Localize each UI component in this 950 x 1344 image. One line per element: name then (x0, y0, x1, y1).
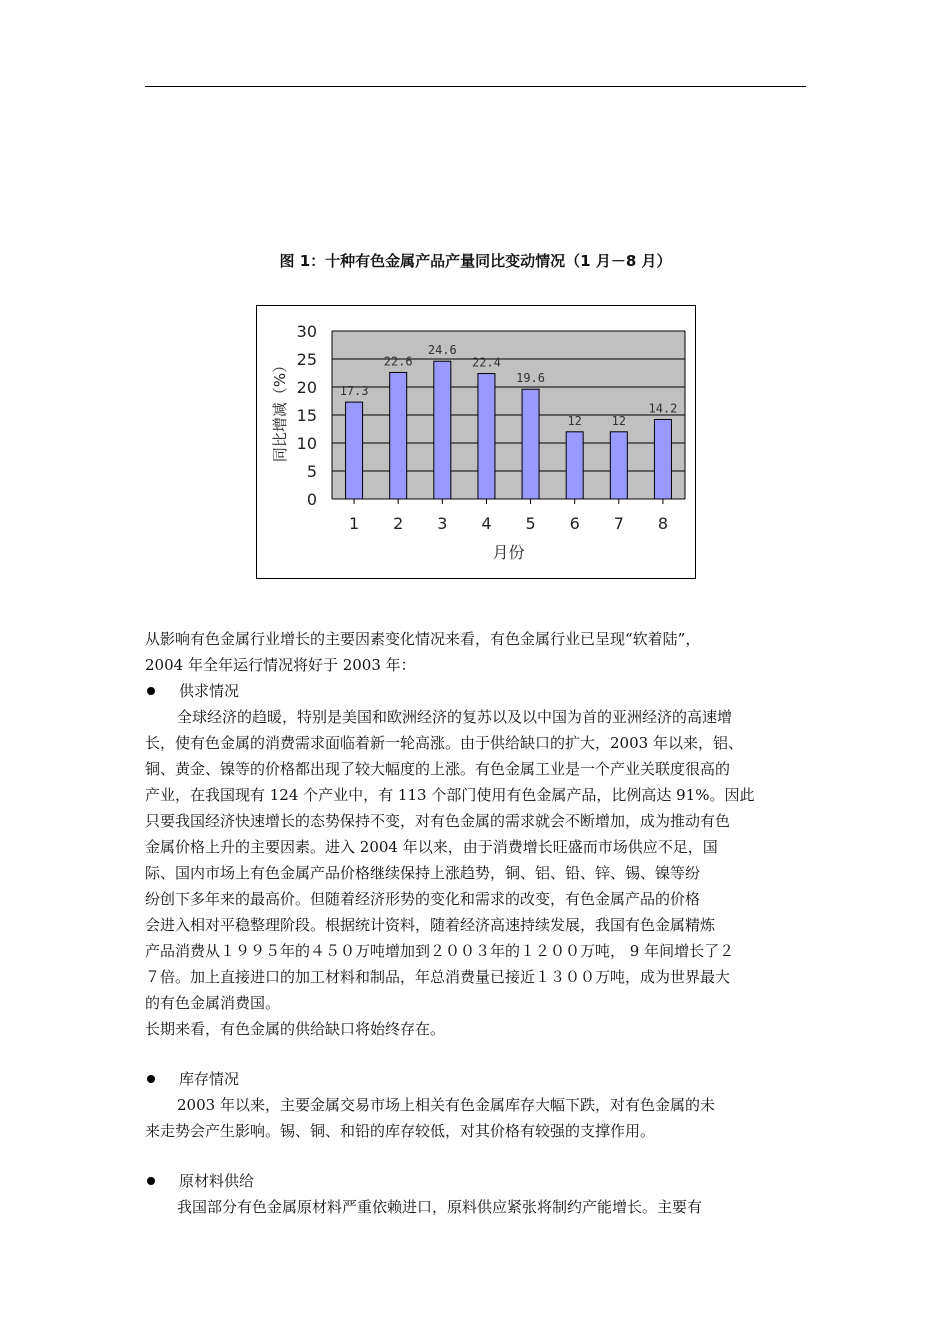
bar (346, 402, 363, 499)
bar (566, 432, 583, 499)
bullet-icon (147, 1177, 155, 1185)
bar (390, 372, 407, 499)
x-tick-label: 7 (613, 514, 624, 533)
bar (610, 432, 627, 499)
section-title: 库存情况 (179, 1070, 240, 1088)
article-body (145, 626, 810, 1220)
paragraph-line: 全球经济的趋暖，特别是美国和欧洲经济的复苏以及以中国为首的亚洲经济的高速增 (177, 708, 733, 726)
data-label: 12 (567, 413, 582, 428)
bar (522, 389, 539, 499)
paragraph-line: 长，使有色金属的消费需求面临着新一轮高涨。由于供给缺口的扩大，2003 年以来，铝、 (145, 734, 743, 752)
y-tick-label: 0 (306, 490, 317, 509)
header-rule (145, 86, 806, 87)
section-supply-body (145, 704, 810, 1016)
data-label: 24.6 (427, 343, 457, 358)
y-tick-label: 30 (296, 322, 317, 341)
paragraph-line: 来走势会产生影响。锡、铜、和铅的库存较低，对其价格有较强的支撑作用。 (145, 1122, 656, 1140)
x-tick-label: 8 (657, 514, 669, 533)
paragraph-line: 只要我国经济快速增长的态势保持不变，对有色金属的需求就会不断增加，成为推动有色 (145, 812, 731, 830)
bar (478, 374, 495, 499)
section-materials-body (145, 1194, 810, 1220)
paragraph-line: 2003 年以来，主要金属交易市场上相关有色金属库存大幅下跌，对有色金属的未 (177, 1096, 715, 1114)
x-tick-label: 2 (393, 514, 404, 533)
y-tick-label: 5 (306, 462, 317, 481)
section-heading-inventory (145, 1066, 810, 1092)
bar-chart (257, 306, 695, 578)
x-tick-label: 3 (437, 514, 448, 533)
intro-line: 从影响有色金属行业增长的主要因素变化情况来看，有色金属行业已呈现“软着陆”， (145, 630, 701, 648)
section-inventory-body (145, 1092, 810, 1144)
paragraph-line: 金属价格上升的主要因素。进入 2004 年以来，由于消费增长旺盛而市场供应不足，国 (145, 838, 718, 856)
x-axis-title: 月份 (492, 543, 525, 562)
data-label: 22.6 (383, 354, 413, 369)
paragraph-line: 际、国内市场上有色金属产品价格继续保持上涨趋势，铜、铝、铅、锌、锡、镍等纷 (145, 864, 701, 882)
figure-caption: 图 1：十种有色金属产品产量同比变动情况（1 月－8 月） (279, 252, 672, 270)
x-tick-label: 5 (525, 514, 536, 533)
paragraph-line: 铜、黄金、镍等的价格都出现了较大幅度的上涨。有色金属工业是一个产业关联度很高的 (145, 760, 731, 778)
paragraph-line: ７倍。加上直接进口的加工材料和制品，年总消费量已接近１３００万吨，成为世界最大 (145, 968, 731, 986)
y-tick-label: 25 (296, 350, 317, 369)
data-label: 22.4 (471, 355, 501, 370)
paragraph-line: 的有色金属消费国。 (145, 994, 281, 1012)
section-closing: 长期来看，有色金属的供给缺口将始终存在。 (145, 1020, 446, 1038)
paragraph-line: 会进入相对平稳整理阶段。根据统计资料，随着经济高速持续发展，我国有色金属精炼 (145, 916, 716, 934)
y-tick-label: 10 (296, 434, 317, 453)
x-tick-label: 4 (481, 514, 492, 533)
paragraph-line: 我国部分有色金属原材料严重依赖进口，原料供应紧张将制约产能增长。主要有 (177, 1198, 703, 1216)
y-tick-label: 15 (296, 406, 317, 425)
x-tick-label: 6 (569, 514, 580, 533)
bar (654, 419, 671, 499)
section-heading-supply (145, 678, 810, 704)
bullet-icon (147, 687, 155, 695)
data-label: 12 (611, 413, 627, 428)
section-title: 供求情况 (179, 682, 240, 700)
data-label: 19.6 (516, 371, 546, 386)
x-tick-label: 1 (348, 514, 360, 533)
paragraph-line: 产品消费从１９９５年的４５０万吨增加到２００３年的１２００万吨， 9 年间增长了２ (145, 942, 735, 960)
data-label: 14.2 (648, 401, 678, 416)
data-label: 17.3 (339, 384, 369, 399)
section-title: 原材料供给 (179, 1172, 255, 1190)
chart-frame (256, 305, 696, 579)
bar (434, 361, 451, 499)
bullet-icon (147, 1075, 155, 1083)
y-axis-title: 同比增减（%） (271, 357, 289, 463)
section-heading-materials (145, 1168, 810, 1194)
paragraph-line: 纷创下多年来的最高价。但随着经济形势的变化和需求的改变，有色金属产品的价格 (145, 890, 701, 908)
paragraph-line: 产业，在我国现有 124 个产业中，有 113 个部门使用有色金属产品，比例高达 91%。因此 (145, 786, 755, 804)
y-tick-label: 20 (296, 378, 317, 397)
intro-line: 2004 年全年运行情况将好于 2003 年： (145, 656, 416, 674)
